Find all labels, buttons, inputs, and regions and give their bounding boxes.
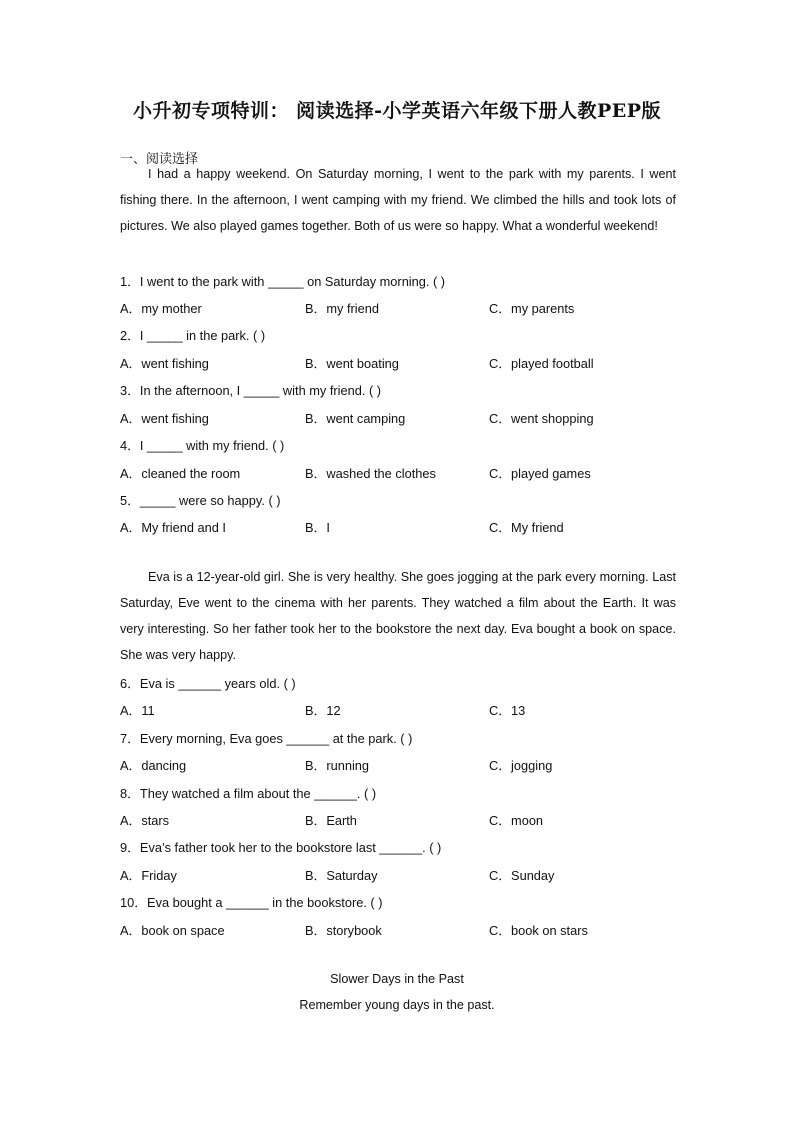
- question-6-option-b: B．12: [305, 703, 341, 718]
- question-2-option-b: B．went boating: [305, 356, 399, 371]
- question-6: 6．Eva is ______ years old. ( ): [120, 676, 296, 691]
- question-9-option-a: A．Friday: [120, 868, 177, 883]
- question-4-option-a: A．cleaned the room: [120, 466, 241, 481]
- question-5-option-a: A．My friend and I: [120, 520, 226, 535]
- question-1-option-b: B．my friend: [305, 301, 379, 316]
- question-8-option-b: B．Earth: [305, 813, 357, 828]
- question-5-option-c: C．My friend: [489, 520, 564, 535]
- question-8: 8．They watched a film about the ______. ( ): [120, 786, 377, 801]
- question-9: 9．Eva’s father took her to the bookstore last ______. ( ): [120, 840, 442, 855]
- passage-2-text: Eva is a 12-year-old girl. She is very healthy. She goes jogging at the park every morning. Last Saturday, Eve went to the cinema with her parents. They watched a film about the Earth. It was very interesting. So her father took her to the bookstore the next day. Eva bought a book on space. She was very happy.: [120, 570, 676, 662]
- question-9-option-c: C．Sunday: [489, 868, 555, 883]
- question-4-option-c: C．played games: [489, 466, 591, 481]
- question-8-option-c: C．moon: [489, 813, 544, 828]
- question-2-option-a: A．went fishing: [120, 356, 209, 371]
- document-title: 小升初专项特训： 阅读选择-小学英语六年级下册人教PEP版: [132, 100, 662, 122]
- question-10: 10．Eva bought a ______ in the bookstore. ( ): [120, 895, 383, 910]
- passage-1: [120, 161, 676, 239]
- question-7-option-a: A．dancing: [120, 758, 187, 773]
- section-heading: 一、阅读选择: [120, 151, 199, 166]
- question-5: 5．_____ were so happy. ( ): [120, 493, 281, 508]
- question-10-option-a: A．book on space: [120, 923, 225, 938]
- question-3-option-a: A．went fishing: [120, 411, 209, 426]
- question-10-option-c: C．book on stars: [489, 923, 588, 938]
- passage-3-first-line: Remember young days in the past.: [299, 998, 495, 1012]
- question-4: 4．I _____ with my friend. ( ): [120, 438, 285, 453]
- question-6-option-a: A．11: [120, 703, 155, 718]
- question-10-option-b: B．storybook: [305, 923, 382, 938]
- question-3-option-b: B．went camping: [305, 411, 406, 426]
- question-2: 2．I _____ in the park. ( ): [120, 328, 266, 343]
- passage-3-title: Slower Days in the Past: [330, 972, 464, 986]
- question-3-option-c: C．went shopping: [489, 411, 594, 426]
- question-4-option-b: B．washed the clothes: [305, 466, 436, 481]
- question-7-option-c: C．jogging: [489, 758, 553, 773]
- question-1-option-a: A．my mother: [120, 301, 202, 316]
- question-9-option-b: B．Saturday: [305, 868, 378, 883]
- question-2-option-c: C．played football: [489, 356, 594, 371]
- passage-1-text: I had a happy weekend. On Saturday morning, I went to the park with my parents. I went fishing there. In the afternoon, I went camping with my friend. We climbed the hills and took lots of pictures. We also played games together. Both of us were so happy. What a wonderful weekend!: [120, 167, 676, 233]
- question-6-option-c: C．13: [489, 703, 526, 718]
- question-7-option-b: B．running: [305, 758, 370, 773]
- passage-2: [120, 564, 676, 668]
- question-3: 3．In the afternoon, I _____ with my friend. ( ): [120, 383, 382, 398]
- question-1-option-c: C．my parents: [489, 301, 575, 316]
- question-8-option-a: A．stars: [120, 813, 170, 828]
- question-7: 7．Every morning, Eva goes ______ at the park. ( ): [120, 731, 413, 746]
- question-1: 1．I went to the park with _____ on Saturday morning. ( ): [120, 274, 446, 289]
- question-5-option-b: B．I: [305, 520, 330, 535]
